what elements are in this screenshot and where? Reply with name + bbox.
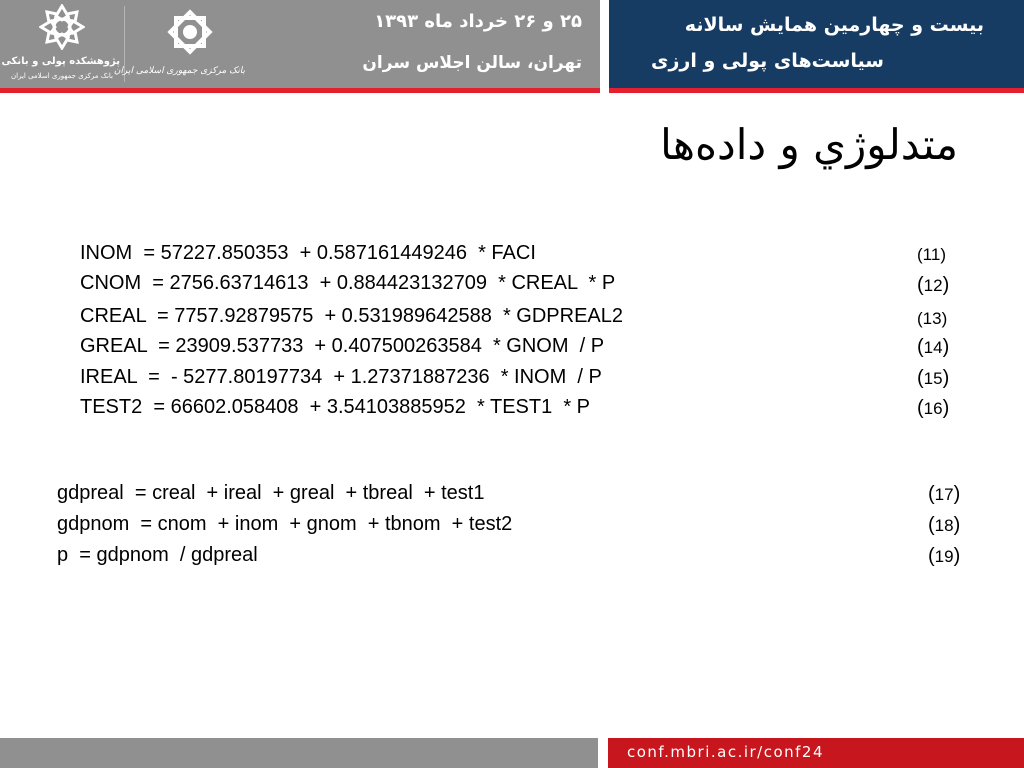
equation-number-19: (19) <box>928 545 961 567</box>
header-right-accent-line <box>609 88 1024 93</box>
conference-title-line1: بیست و چهارمین همایش سالانه <box>684 14 984 36</box>
footer-left-bar <box>0 738 598 768</box>
central-bank-logo <box>113 4 245 86</box>
central-bank-name: بانک مرکزی جمهوری اسلامی ایران <box>113 66 245 76</box>
conference-venue: تهران، سالن اجلاس سران <box>362 53 582 73</box>
institute-emblem-icon <box>39 4 85 50</box>
equation-number-13: (13) <box>917 309 948 328</box>
equation-number-15: (15) <box>917 367 950 389</box>
central-bank-emblem-icon <box>162 4 218 60</box>
equation-number-16: (16) <box>917 397 950 419</box>
equation-number-14: (14) <box>917 336 950 358</box>
institute-name-line2: بانک مرکزی جمهوری اسلامی ایران <box>11 72 113 80</box>
equation-12: CNOM = 2756.63714613 + 0.884423132709 * CREAL * P <box>80 272 616 294</box>
conference-date: ۲۵ و ۲۶ خرداد ماه ۱۳۹۳ <box>374 11 582 32</box>
equation-number-18: (18) <box>928 514 961 536</box>
equation-15: IREAL = - 5277.80197734 + 1.27371887236 * INOM / P <box>80 366 602 388</box>
equation-14: GREAL = 23909.537733 + 0.407500263584 * GNOM / P <box>80 335 605 357</box>
footer-url[interactable]: conf.mbri.ac.ir/conf24 <box>627 743 825 761</box>
equation-11: INOM = 57227.850353 + 0.587161449246 * FACI <box>80 242 536 264</box>
equation-17: gdpreal = creal + ireal + greal + tbreal + test1 <box>57 482 485 504</box>
equation-16: TEST2 = 66602.058408 + 3.54103885952 * TEST1 * P <box>80 396 590 418</box>
equation-number-17: (17) <box>928 483 961 505</box>
equation-19: p = gdpnom / gdpreal <box>57 544 258 566</box>
institute-name-line1: پژوهشکده پولی و بانکی <box>1 56 120 67</box>
equation-13: CREAL = 7757.92879575 + 0.531989642588 * GDPREAL2 <box>80 305 623 327</box>
equation-18: gdpnom = cnom + inom + gnom + tbnom + test2 <box>57 513 513 535</box>
conference-title-line2: سیاست‌های پولی و ارزی <box>651 50 884 72</box>
equation-number-11: (11) <box>917 245 946 264</box>
slide-title: متدلوژي و داده‌ها <box>660 120 958 169</box>
header-left-accent-line <box>0 88 600 93</box>
equation-number-12: (12) <box>917 274 950 296</box>
research-institute-logo <box>1 4 120 84</box>
